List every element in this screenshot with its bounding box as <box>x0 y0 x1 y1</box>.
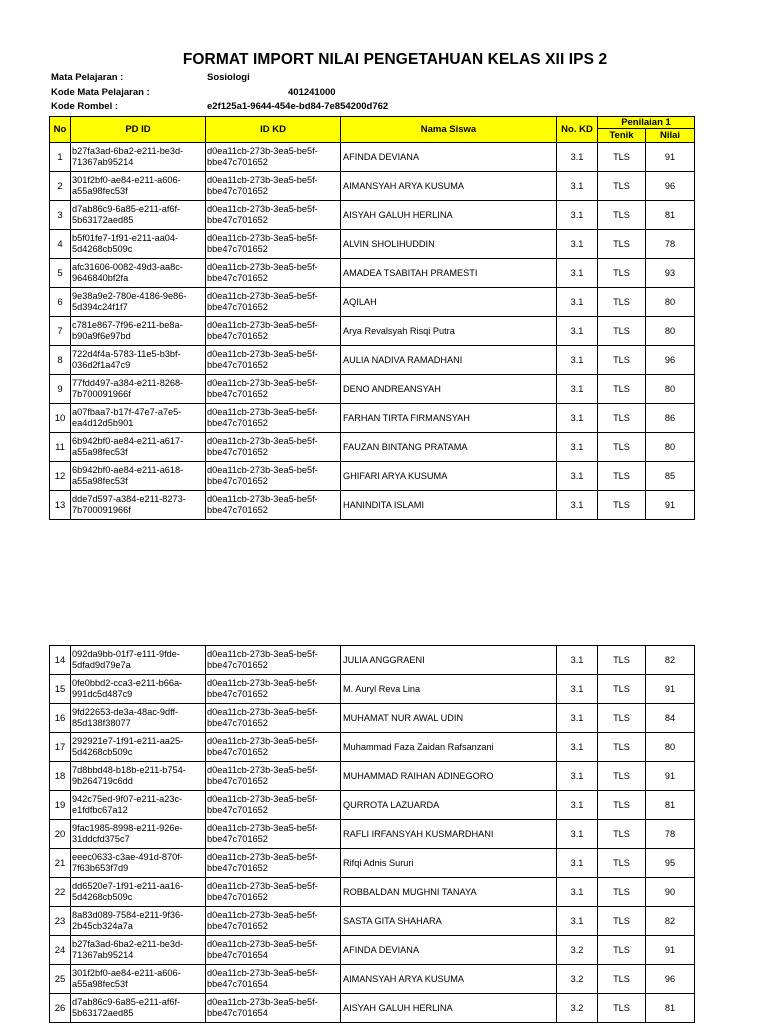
student-name-cell: AMADEA TSABITAH PRAMESTI <box>341 259 557 288</box>
student-name-cell: SASTA GITA SHAHARA <box>341 907 557 936</box>
no-kd-cell: 3.1 <box>557 762 598 791</box>
nilai-cell: 96 <box>646 172 695 201</box>
header-nama-siswa: Nama Siswa <box>341 117 557 143</box>
id-kd-cell: d0ea11cb-273b-3ea5-be5f-bbe47c701652 <box>206 201 341 230</box>
id-kd-cell: d0ea11cb-273b-3ea5-be5f-bbe47c701652 <box>206 375 341 404</box>
no-kd-cell: 3.1 <box>557 172 598 201</box>
row-number: 2 <box>50 172 71 201</box>
teknik-cell: TLS <box>598 491 646 520</box>
nilai-cell: 91 <box>646 143 695 172</box>
no-kd-cell: 3.1 <box>557 491 598 520</box>
pd-id-cell: afc31606-0082-49d3-aa8c-9646840bf2fa <box>71 259 206 288</box>
pd-id-cell: dde7d597-a384-e211-8273-7b700091966f <box>71 491 206 520</box>
teknik-cell: TLS <box>598 346 646 375</box>
nilai-cell: 90 <box>646 878 695 907</box>
teknik-cell: TLS <box>598 849 646 878</box>
row-number: 22 <box>50 878 71 907</box>
teknik-cell: TLS <box>598 317 646 346</box>
id-kd-cell: d0ea11cb-273b-3ea5-be5f-bbe47c701652 <box>206 143 341 172</box>
no-kd-cell: 3.1 <box>557 820 598 849</box>
pd-id-cell: a07fbaa7-b17f-47e7-a7e5-ea4d12d5b901 <box>71 404 206 433</box>
nilai-cell: 95 <box>646 849 695 878</box>
row-number: 11 <box>50 433 71 462</box>
row-number: 3 <box>50 201 71 230</box>
teknik-cell: TLS <box>598 820 646 849</box>
no-kd-cell: 3.1 <box>557 143 598 172</box>
table-row <box>50 733 695 762</box>
teknik-cell: TLS <box>598 907 646 936</box>
row-number: 23 <box>50 907 71 936</box>
id-kd-cell: d0ea11cb-273b-3ea5-be5f-bbe47c701652 <box>206 288 341 317</box>
pd-id-cell: 9fd22653-de3a-48ac-9dff-85d138f38077 <box>71 704 206 733</box>
table-row <box>50 172 695 201</box>
teknik-cell: TLS <box>598 433 646 462</box>
row-number: 9 <box>50 375 71 404</box>
page-title: FORMAT IMPORT NILAI PENGETAHUAN KELAS XII IPS 2 <box>182 51 608 68</box>
grades-table-page1 <box>49 116 695 520</box>
pd-id-cell: dd6520e7-1f91-e211-aa16-5d4268cb509c <box>71 878 206 907</box>
table-row <box>50 433 695 462</box>
row-number: 8 <box>50 346 71 375</box>
pd-id-cell: 6b942bf0-ae84-e211-a617-a55a98fec53f <box>71 433 206 462</box>
table-row <box>50 907 695 936</box>
table-row <box>50 259 695 288</box>
row-number: 14 <box>50 646 71 675</box>
pd-id-cell: eeec0633-c3ae-491d-870f-7f63b653f7d9 <box>71 849 206 878</box>
table-row <box>50 820 695 849</box>
student-name-cell: FARHAN TIRTA FIRMANSYAH <box>341 404 557 433</box>
table-row <box>50 230 695 259</box>
pd-id-cell: 942c75ed-9f07-e211-a23c-e1fdfbc67a12 <box>71 791 206 820</box>
header-id-kd: ID KD <box>206 117 341 143</box>
row-number: 5 <box>50 259 71 288</box>
nilai-cell: 84 <box>646 704 695 733</box>
id-kd-cell: d0ea11cb-273b-3ea5-be5f-bbe47c701652 <box>206 433 341 462</box>
student-name-cell: AIMANSYAH ARYA KUSUMA <box>341 965 557 994</box>
student-name-cell: QURROTA LAZUARDA <box>341 791 557 820</box>
no-kd-cell: 3.1 <box>557 375 598 404</box>
id-kd-cell: d0ea11cb-273b-3ea5-be5f-bbe47c701652 <box>206 172 341 201</box>
header-nilai: Nilai <box>646 129 695 143</box>
nilai-cell: 96 <box>646 965 695 994</box>
id-kd-cell: d0ea11cb-273b-3ea5-be5f-bbe47c701652 <box>206 346 341 375</box>
no-kd-cell: 3.1 <box>557 433 598 462</box>
pd-id-cell: 8a83d089-7584-e211-9f36-2b45cb324a7a <box>71 907 206 936</box>
nilai-cell: 96 <box>646 346 695 375</box>
nilai-cell: 82 <box>646 646 695 675</box>
nilai-cell: 82 <box>646 907 695 936</box>
id-kd-cell: d0ea11cb-273b-3ea5-be5f-bbe47c701652 <box>206 675 341 704</box>
row-number: 13 <box>50 491 71 520</box>
student-name-cell: FAUZAN BINTANG PRATAMA <box>341 433 557 462</box>
student-name-cell: ALVIN SHOLIHUDDIN <box>341 230 557 259</box>
no-kd-cell: 3.1 <box>557 733 598 762</box>
table-row <box>50 288 695 317</box>
table-row <box>50 791 695 820</box>
row-number: 4 <box>50 230 71 259</box>
mapel-label: Mata Pelajaran : <box>51 72 124 83</box>
pd-id-cell: d7ab86c9-6a85-e211-af6f-5b63172aed85 <box>71 994 206 1023</box>
table-row <box>50 375 695 404</box>
id-kd-cell: d0ea11cb-273b-3ea5-be5f-bbe47c701652 <box>206 259 341 288</box>
id-kd-cell: d0ea11cb-273b-3ea5-be5f-bbe47c701652 <box>206 907 341 936</box>
id-kd-cell: d0ea11cb-273b-3ea5-be5f-bbe47c701652 <box>206 878 341 907</box>
student-name-cell: GHIFARI ARYA KUSUMA <box>341 462 557 491</box>
header-no-kd: No. KD <box>557 117 598 143</box>
nilai-cell: 91 <box>646 491 695 520</box>
no-kd-cell: 3.1 <box>557 704 598 733</box>
teknik-cell: TLS <box>598 675 646 704</box>
header-teknik: Tenik <box>598 129 646 143</box>
nilai-cell: 81 <box>646 201 695 230</box>
teknik-cell: TLS <box>598 230 646 259</box>
no-kd-cell: 3.1 <box>557 404 598 433</box>
table-row <box>50 317 695 346</box>
student-name-cell: JULIA ANGGRAENI <box>341 646 557 675</box>
student-name-cell: HANINDITA ISLAMI <box>341 491 557 520</box>
table-row <box>50 346 695 375</box>
id-kd-cell: d0ea11cb-273b-3ea5-be5f-bbe47c701652 <box>206 849 341 878</box>
id-kd-cell: d0ea11cb-273b-3ea5-be5f-bbe47c701652 <box>206 646 341 675</box>
id-kd-cell: d0ea11cb-273b-3ea5-be5f-bbe47c701652 <box>206 491 341 520</box>
table-row <box>50 462 695 491</box>
table-row <box>50 491 695 520</box>
id-kd-cell: d0ea11cb-273b-3ea5-be5f-bbe47c701652 <box>206 733 341 762</box>
teknik-cell: TLS <box>598 201 646 230</box>
id-kd-cell: d0ea11cb-273b-3ea5-be5f-bbe47c701654 <box>206 965 341 994</box>
student-name-cell: MUHAMAT NUR AWAL UDIN <box>341 704 557 733</box>
no-kd-cell: 3.1 <box>557 346 598 375</box>
pd-id-cell: 301f2bf0-ae84-e211-a606-a55a98fec53f <box>71 965 206 994</box>
pd-id-cell: 0fe0bbd2-cca3-e211-b66a-991dc5d487c9 <box>71 675 206 704</box>
mapel-value: Sosiologi <box>207 72 250 83</box>
pd-id-cell: 7d8bbd48-b18b-e211-b754-9b264719c6dd <box>71 762 206 791</box>
teknik-cell: TLS <box>598 172 646 201</box>
nilai-cell: 81 <box>646 994 695 1023</box>
header-pd-id: PD ID <box>71 117 206 143</box>
teknik-cell: TLS <box>598 965 646 994</box>
id-kd-cell: d0ea11cb-273b-3ea5-be5f-bbe47c701652 <box>206 704 341 733</box>
no-kd-cell: 3.1 <box>557 317 598 346</box>
no-kd-cell: 3.1 <box>557 462 598 491</box>
no-kd-cell: 3.1 <box>557 259 598 288</box>
pd-id-cell: b27fa3ad-6ba2-e211-be3d-71367ab95214 <box>71 143 206 172</box>
id-kd-cell: d0ea11cb-273b-3ea5-be5f-bbe47c701652 <box>206 404 341 433</box>
student-name-cell: M. Auryl Reva Lina <box>341 675 557 704</box>
kode-mapel-value: 401241000 <box>288 87 336 98</box>
pd-id-cell: 301f2bf0-ae84-e211-a606-a55a98fec53f <box>71 172 206 201</box>
student-name-cell: AFINDA DEVIANA <box>341 143 557 172</box>
nilai-cell: 80 <box>646 317 695 346</box>
nilai-cell: 91 <box>646 936 695 965</box>
no-kd-cell: 3.1 <box>557 849 598 878</box>
header-penilaian: Penilaian 1 <box>598 117 695 129</box>
pd-id-cell: 77fdd497-a384-e211-8268-7b700091966f <box>71 375 206 404</box>
grades-table-page2 <box>49 645 695 1023</box>
student-name-cell: AISYAH GALUH HERLINA <box>341 201 557 230</box>
pd-id-cell: 292921e7-1f91-e211-aa25-5d4268cb509c <box>71 733 206 762</box>
no-kd-cell: 3.1 <box>557 646 598 675</box>
nilai-cell: 86 <box>646 404 695 433</box>
row-number: 17 <box>50 733 71 762</box>
pd-id-cell: b27fa3ad-6ba2-e211-be3d-71367ab95214 <box>71 936 206 965</box>
no-kd-cell: 3.1 <box>557 907 598 936</box>
table-row <box>50 936 695 965</box>
table-row <box>50 143 695 172</box>
id-kd-cell: d0ea11cb-273b-3ea5-be5f-bbe47c701652 <box>206 230 341 259</box>
nilai-cell: 81 <box>646 791 695 820</box>
student-name-cell: RAFLI IRFANSYAH KUSMARDHANI <box>341 820 557 849</box>
student-name-cell: AULIA NADIVA RAMADHANI <box>341 346 557 375</box>
table-row <box>50 878 695 907</box>
nilai-cell: 80 <box>646 288 695 317</box>
table-row <box>50 201 695 230</box>
id-kd-cell: d0ea11cb-273b-3ea5-be5f-bbe47c701652 <box>206 317 341 346</box>
row-number: 21 <box>50 849 71 878</box>
no-kd-cell: 3.1 <box>557 288 598 317</box>
no-kd-cell: 3.1 <box>557 791 598 820</box>
kode-rombel-label: Kode Rombel : <box>51 101 119 112</box>
row-number: 24 <box>50 936 71 965</box>
nilai-cell: 91 <box>646 762 695 791</box>
row-number: 25 <box>50 965 71 994</box>
id-kd-cell: d0ea11cb-273b-3ea5-be5f-bbe47c701652 <box>206 462 341 491</box>
teknik-cell: TLS <box>598 646 646 675</box>
header-no: No <box>50 117 71 143</box>
pd-id-cell: c781e867-7f96-e211-be8a-b90a9f6e97bd <box>71 317 206 346</box>
student-name-cell: AISYAH GALUH HERLINA <box>341 994 557 1023</box>
nilai-cell: 85 <box>646 462 695 491</box>
teknik-cell: TLS <box>598 704 646 733</box>
no-kd-cell: 3.1 <box>557 878 598 907</box>
kode-rombel-value: e2f125a1-9644-454e-bd84-7e854200d762 <box>207 101 389 112</box>
student-name-cell: Rifqi Adnis Sururi <box>341 849 557 878</box>
no-kd-cell: 3.2 <box>557 994 598 1023</box>
table-row <box>50 704 695 733</box>
no-kd-cell: 3.1 <box>557 201 598 230</box>
row-number: 10 <box>50 404 71 433</box>
table-row <box>50 849 695 878</box>
table-body-page1 <box>50 143 695 520</box>
pd-id-cell: 9e38a9e2-780e-4186-9e86-5d394c24f1f7 <box>71 288 206 317</box>
no-kd-cell: 3.1 <box>557 230 598 259</box>
teknik-cell: TLS <box>598 288 646 317</box>
teknik-cell: TLS <box>598 762 646 791</box>
row-number: 18 <box>50 762 71 791</box>
pd-id-cell: 9fac1985-8998-e211-926e-31ddcfd375c7 <box>71 820 206 849</box>
id-kd-cell: d0ea11cb-273b-3ea5-be5f-bbe47c701654 <box>206 936 341 965</box>
pd-id-cell: b5f01fe7-1f91-e211-aa04-5d4268cb509c <box>71 230 206 259</box>
row-number: 7 <box>50 317 71 346</box>
table-row <box>50 646 695 675</box>
kode-mapel-label: Kode Mata Pelajaran : <box>51 87 150 98</box>
teknik-cell: TLS <box>598 462 646 491</box>
row-number: 12 <box>50 462 71 491</box>
teknik-cell: TLS <box>598 733 646 762</box>
nilai-cell: 78 <box>646 820 695 849</box>
teknik-cell: TLS <box>598 404 646 433</box>
table-row <box>50 675 695 704</box>
table-row <box>50 762 695 791</box>
nilai-cell: 78 <box>646 230 695 259</box>
pd-id-cell: 6b942bf0-ae84-e211-a618-a55a98fec53f <box>71 462 206 491</box>
teknik-cell: TLS <box>598 143 646 172</box>
id-kd-cell: d0ea11cb-273b-3ea5-be5f-bbe47c701652 <box>206 791 341 820</box>
teknik-cell: TLS <box>598 375 646 404</box>
student-name-cell: Muhammad Faza Zaidan Rafsanzani <box>341 733 557 762</box>
table-row <box>50 404 695 433</box>
nilai-cell: 80 <box>646 375 695 404</box>
nilai-cell: 80 <box>646 733 695 762</box>
no-kd-cell: 3.2 <box>557 965 598 994</box>
table-row <box>50 965 695 994</box>
student-name-cell: AFINDA DEVIANA <box>341 936 557 965</box>
nilai-cell: 93 <box>646 259 695 288</box>
row-number: 26 <box>50 994 71 1023</box>
pd-id-cell: d7ab86c9-6a85-e211-af6f-5b63172aed85 <box>71 201 206 230</box>
nilai-cell: 80 <box>646 433 695 462</box>
teknik-cell: TLS <box>598 994 646 1023</box>
student-name-cell: Arya Revalsyah Risqi Putra <box>341 317 557 346</box>
table-body-page2 <box>50 646 695 1023</box>
teknik-cell: TLS <box>598 878 646 907</box>
no-kd-cell: 3.2 <box>557 936 598 965</box>
row-number: 16 <box>50 704 71 733</box>
teknik-cell: TLS <box>598 791 646 820</box>
nilai-cell: 91 <box>646 675 695 704</box>
row-number: 6 <box>50 288 71 317</box>
id-kd-cell: d0ea11cb-273b-3ea5-be5f-bbe47c701652 <box>206 820 341 849</box>
row-number: 20 <box>50 820 71 849</box>
pd-id-cell: 722d4f4a-5783-11e5-b3bf-036d2f1a47c9 <box>71 346 206 375</box>
no-kd-cell: 3.1 <box>557 675 598 704</box>
id-kd-cell: d0ea11cb-273b-3ea5-be5f-bbe47c701654 <box>206 994 341 1023</box>
row-number: 19 <box>50 791 71 820</box>
table-row <box>50 994 695 1023</box>
student-name-cell: AIMANSYAH ARYA KUSUMA <box>341 172 557 201</box>
pd-id-cell: 092da9bb-01f7-e111-9fde-5dfad9d79e7a <box>71 646 206 675</box>
student-name-cell: DENO ANDREANSYAH <box>341 375 557 404</box>
student-name-cell: ROBBALDAN MUGHNI TANAYA <box>341 878 557 907</box>
teknik-cell: TLS <box>598 936 646 965</box>
row-number: 1 <box>50 143 71 172</box>
id-kd-cell: d0ea11cb-273b-3ea5-be5f-bbe47c701652 <box>206 762 341 791</box>
student-name-cell: AQILAH <box>341 288 557 317</box>
student-name-cell: MUHAMMAD RAIHAN ADINEGORO <box>341 762 557 791</box>
teknik-cell: TLS <box>598 259 646 288</box>
row-number: 15 <box>50 675 71 704</box>
